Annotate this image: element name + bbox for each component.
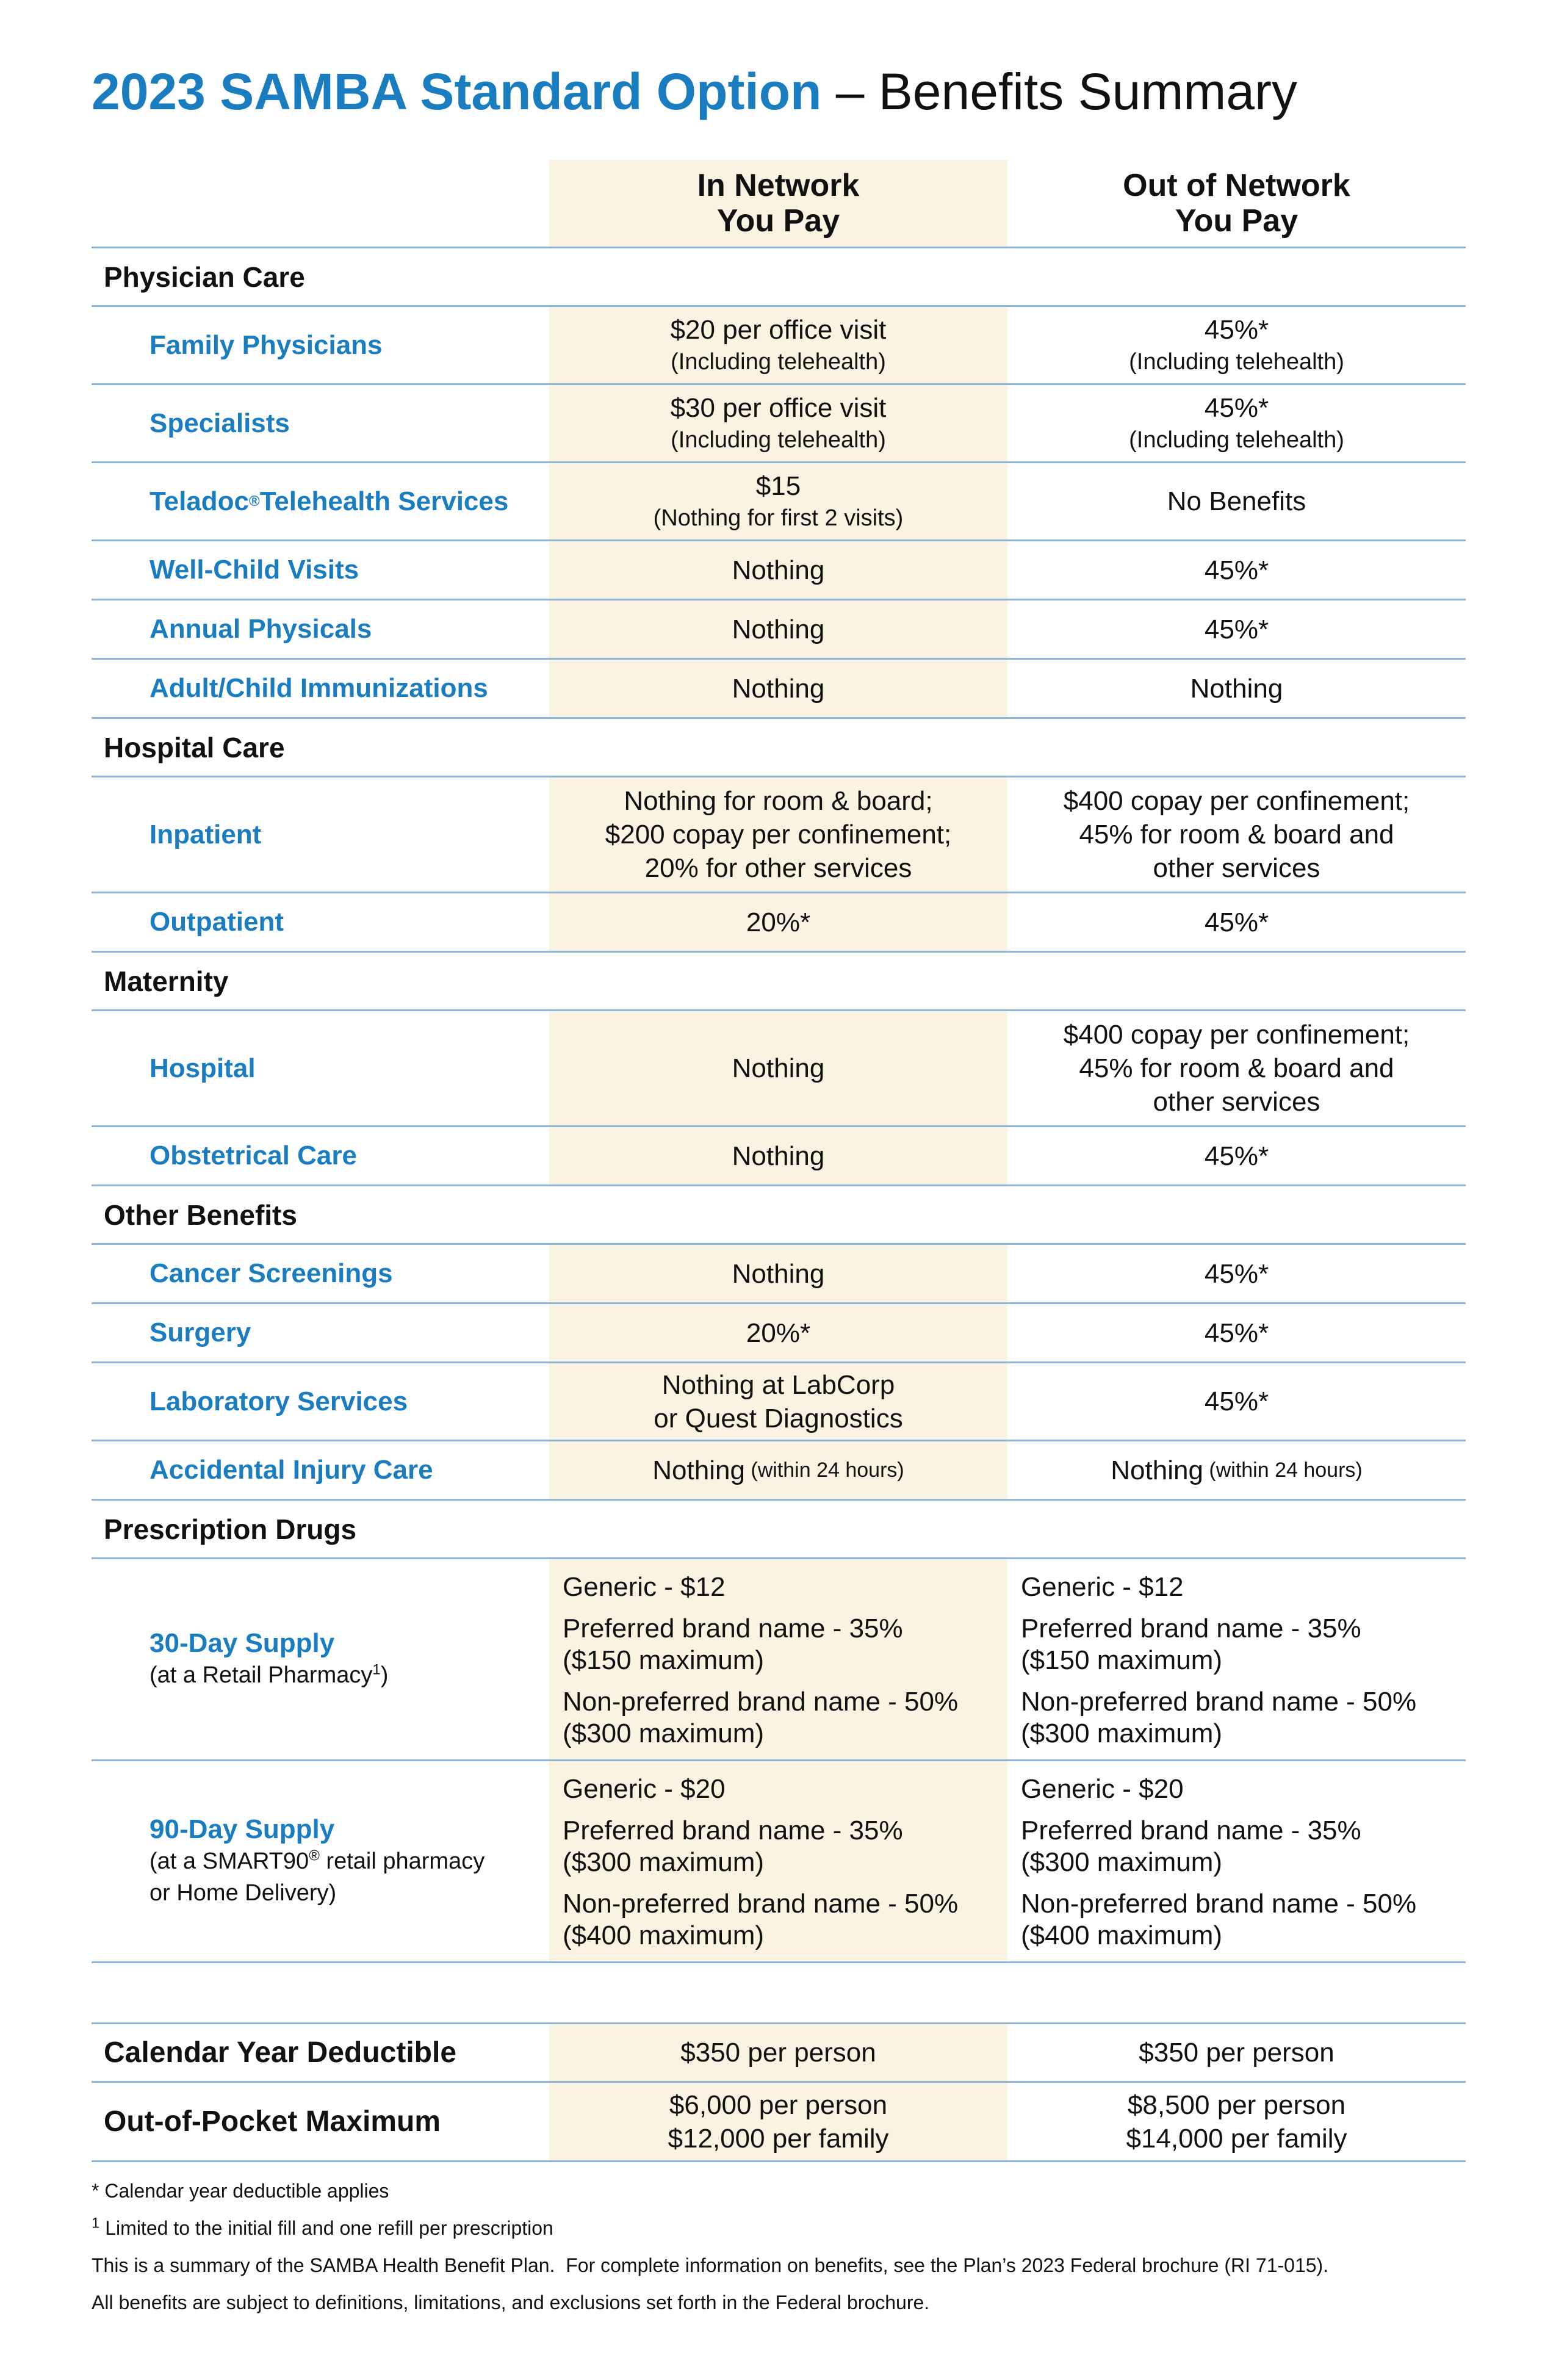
rx-nonpreferred: Non-preferred brand name - 50%	[1021, 1889, 1417, 1919]
registered-mark: ®	[309, 1847, 320, 1864]
cell-line: $8,500 per person	[1127, 2090, 1346, 2120]
rx-supply-note	[149, 1845, 484, 1877]
rx-note-text: retail pharmacy	[319, 1848, 485, 1874]
rx-note-text: (at a Retail Pharmacy	[149, 1662, 373, 1688]
row-label: Well-Child Visits	[149, 555, 359, 585]
header-out-network-line1: Out of Network	[1123, 168, 1350, 203]
table-row	[92, 893, 1466, 953]
row-label: Family Physicians	[149, 330, 383, 360]
footnote-marker: 1	[92, 2215, 100, 2232]
rx-generic: Generic - $12	[563, 1572, 726, 1602]
rx-nonpreferred-max: ($300 maximum)	[563, 1718, 765, 1748]
row-label: Surgery	[149, 1318, 251, 1347]
table-row	[92, 1363, 1466, 1441]
rx-nonpreferred-max: ($300 maximum)	[1021, 1718, 1223, 1748]
row-label: Inpatient	[149, 819, 262, 849]
cell-qualifier: (within 24 hours)	[744, 1458, 904, 1482]
footnote-asterisk: * Calendar year deductible applies	[92, 2180, 389, 2202]
cell-line: $12,000 per family	[668, 2123, 889, 2154]
cell-value: No Benefits	[1167, 486, 1306, 516]
section-heading: Physician Care	[104, 261, 305, 293]
cell-line: $400 copay per confinement;	[1063, 786, 1410, 816]
out-network-cell: 45%*	[1204, 1318, 1269, 1348]
cell-value: Nothing	[652, 1455, 745, 1485]
row-label: Outpatient	[149, 907, 284, 937]
rx-generic: Generic - $20	[563, 1774, 726, 1804]
in-network-cell: Nothing	[549, 541, 1007, 599]
cell-value: Nothing	[1111, 1455, 1203, 1485]
table-row-oop	[92, 2083, 1466, 2162]
out-network-cell: 45%*	[1204, 907, 1269, 937]
row-label: Out-of-Pocket Maximum	[104, 2105, 441, 2138]
rx-generic: Generic - $20	[1021, 1774, 1184, 1804]
row-label: Accidental Injury Care	[149, 1455, 433, 1485]
rx-generic: Generic - $12	[1021, 1572, 1184, 1602]
in-network-cell	[549, 1363, 1007, 1440]
cell-line: Nothing for room & board;	[624, 786, 933, 816]
benefits-table	[92, 160, 1466, 2162]
cell-line: other services	[1153, 853, 1320, 883]
footnote-summary: This is a summary of the SAMBA Health Benefit Plan. For complete information on benefits, see the Plan’s 2023 Federal brochure (RI 71-015).	[92, 2254, 1329, 2276]
section-heading: Other Benefits	[104, 1199, 297, 1231]
in-network-cell	[549, 463, 1007, 539]
rx-supply-note-line2: or Home Delivery)	[149, 1880, 337, 1906]
header-in-network	[549, 160, 1007, 247]
rx-preferred: Preferred brand name - 35%	[563, 1614, 903, 1643]
cell-value: $20 per office visit	[670, 315, 887, 345]
out-network-cell	[1007, 1011, 1466, 1125]
in-network-cell	[549, 1559, 1007, 1759]
in-network-cell: 20%*	[549, 1304, 1007, 1361]
table-row-deductible	[92, 2024, 1466, 2083]
cell-value: $30 per office visit	[670, 393, 887, 423]
out-network-cell	[1007, 2083, 1466, 2160]
table-row	[92, 600, 1466, 660]
cell-line: 20% for other services	[644, 853, 912, 883]
row-label: Hospital	[149, 1053, 256, 1083]
out-network-cell: 45%*	[1204, 1387, 1269, 1416]
section-row-physician	[92, 248, 1466, 307]
section-row-other	[92, 1186, 1466, 1245]
page-title	[92, 58, 1297, 125]
cell-value: 45%*	[1204, 393, 1269, 423]
header-in-network-line2: You Pay	[716, 203, 840, 239]
out-network-cell: 45%*	[1204, 555, 1269, 585]
section-row-rx	[92, 1501, 1466, 1559]
table-row	[92, 1304, 1466, 1363]
title-plan-name: 2023 SAMBA Standard Option	[92, 63, 822, 120]
rx-preferred: Preferred brand name - 35%	[1021, 1816, 1361, 1845]
section-row-maternity	[92, 953, 1466, 1011]
in-network-cell	[549, 1441, 1007, 1499]
rx-nonpreferred: Non-preferred brand name - 50%	[563, 1889, 959, 1919]
out-network-cell: 45%*	[1204, 614, 1269, 644]
row-label	[92, 1761, 549, 1961]
cell-line: other services	[1153, 1087, 1320, 1117]
section-heading: Maternity	[104, 965, 229, 997]
footnote-one-text: Limited to the initial fill and one refill per prescription	[99, 2217, 553, 2239]
title-subtitle: – Benefits Summary	[821, 63, 1298, 120]
header-out-of-network	[1007, 160, 1466, 247]
cell-subvalue: (Including telehealth)	[671, 349, 886, 375]
rx-preferred-max: ($150 maximum)	[1021, 1645, 1223, 1675]
row-label: Adult/Child Immunizations	[149, 673, 488, 703]
in-network-cell	[549, 1761, 1007, 1961]
table-header-row	[92, 160, 1466, 248]
row-label: Laboratory Services	[149, 1386, 408, 1416]
out-network-cell	[1007, 385, 1466, 461]
rx-preferred: Preferred brand name - 35%	[563, 1816, 903, 1845]
section-row-hospital	[92, 719, 1466, 777]
cell-line: $6,000 per person	[669, 2090, 888, 2120]
section-heading: Hospital Care	[104, 731, 285, 763]
row-label-text: Teladoc	[149, 486, 250, 516]
rx-preferred-max: ($150 maximum)	[563, 1645, 765, 1675]
section-heading: Prescription Drugs	[104, 1513, 357, 1545]
header-blank-cell	[92, 160, 549, 247]
cell-value: $15	[755, 471, 801, 501]
cell-subvalue: (Nothing for first 2 visits)	[653, 505, 904, 531]
footnote-subject: All benefits are subject to definitions, limitations, and exclusions set forth in the Federal brochure.	[92, 2292, 930, 2313]
out-network-cell	[1007, 1441, 1466, 1499]
cell-subvalue: (Including telehealth)	[671, 427, 886, 453]
row-label: Obstetrical Care	[149, 1141, 357, 1170]
out-network-cell	[1007, 463, 1466, 539]
in-network-cell: Nothing	[549, 1245, 1007, 1302]
out-network-cell	[1007, 307, 1466, 383]
out-network-cell	[1007, 1761, 1466, 1961]
in-network-cell: Nothing	[549, 600, 1007, 658]
cell-line: Nothing at LabCorp	[661, 1369, 895, 1400]
cell-line: $400 copay per confinement;	[1063, 1020, 1410, 1050]
in-network-cell	[549, 2083, 1007, 2160]
cell-line: 45% for room & board and	[1079, 820, 1394, 849]
rx-note-text: )	[380, 1662, 389, 1688]
in-network-cell: $350 per person	[549, 2024, 1007, 2081]
footnotes	[92, 2173, 1495, 2321]
rx-supply-note	[149, 1659, 388, 1691]
rx-nonpreferred-max: ($400 maximum)	[563, 1920, 765, 1950]
cell-line: or Quest Diagnostics	[654, 1403, 903, 1433]
table-row	[92, 660, 1466, 719]
out-network-cell	[1007, 1559, 1466, 1759]
rx-preferred-max: ($300 maximum)	[563, 1847, 765, 1877]
rx-preferred-max: ($300 maximum)	[1021, 1847, 1223, 1877]
table-spacer-row	[92, 1963, 1466, 2024]
in-network-cell	[549, 307, 1007, 383]
cell-line: 45% for room & board and	[1079, 1053, 1394, 1083]
row-label: Calendar Year Deductible	[104, 2036, 457, 2069]
cell-subvalue: (Including telehealth)	[1129, 427, 1344, 453]
out-network-cell: $350 per person	[1139, 2038, 1334, 2068]
header-out-network-line2: You Pay	[1175, 203, 1298, 239]
in-network-cell: Nothing	[549, 660, 1007, 717]
rx-nonpreferred: Non-preferred brand name - 50%	[1021, 1687, 1417, 1717]
table-row-rx90	[92, 1761, 1466, 1963]
row-label	[92, 1559, 549, 1759]
rx-supply-label: 30-Day Supply	[149, 1628, 335, 1658]
cell-line: $200 copay per confinement;	[605, 820, 952, 849]
rx-note-text: (at a SMART90	[149, 1848, 309, 1874]
footnote-marker: 1	[372, 1661, 381, 1678]
rx-nonpreferred: Non-preferred brand name - 50%	[563, 1687, 959, 1717]
in-network-cell: 20%*	[549, 893, 1007, 951]
rx-preferred: Preferred brand name - 35%	[1021, 1614, 1361, 1643]
out-network-cell: 45%*	[1204, 1141, 1269, 1171]
row-label: Cancer Screenings	[149, 1258, 393, 1288]
table-row	[92, 777, 1466, 893]
cell-line: $14,000 per family	[1126, 2123, 1347, 2154]
rx-nonpreferred-max: ($400 maximum)	[1021, 1920, 1223, 1950]
header-in-network-line1: In Network	[697, 168, 860, 203]
table-row	[92, 541, 1466, 600]
table-row	[92, 1441, 1466, 1501]
cell-qualifier: (within 24 hours)	[1203, 1458, 1363, 1482]
footnote-one	[92, 2210, 1495, 2247]
rx-supply-label: 90-Day Supply	[149, 1814, 335, 1844]
table-row	[92, 307, 1466, 385]
out-network-cell: 45%*	[1204, 1258, 1269, 1289]
row-label: Teladoc ® Telehealth Services	[149, 486, 509, 516]
row-label-text: Telehealth Services	[259, 486, 509, 516]
row-label: Specialists	[149, 408, 290, 438]
table-row	[92, 1011, 1466, 1127]
out-network-cell	[1007, 777, 1466, 892]
table-row	[92, 1245, 1466, 1304]
table-row-rx30	[92, 1559, 1466, 1761]
table-row	[92, 463, 1466, 541]
row-label: Annual Physicals	[149, 614, 372, 644]
in-network-cell	[549, 777, 1007, 892]
cell-value: 45%*	[1204, 315, 1269, 345]
in-network-cell	[549, 385, 1007, 461]
in-network-cell: Nothing	[549, 1127, 1007, 1185]
in-network-cell: Nothing	[549, 1011, 1007, 1125]
table-row	[92, 1127, 1466, 1186]
out-network-cell: Nothing	[1190, 673, 1283, 704]
cell-subvalue: (Including telehealth)	[1129, 349, 1344, 375]
table-row	[92, 385, 1466, 463]
